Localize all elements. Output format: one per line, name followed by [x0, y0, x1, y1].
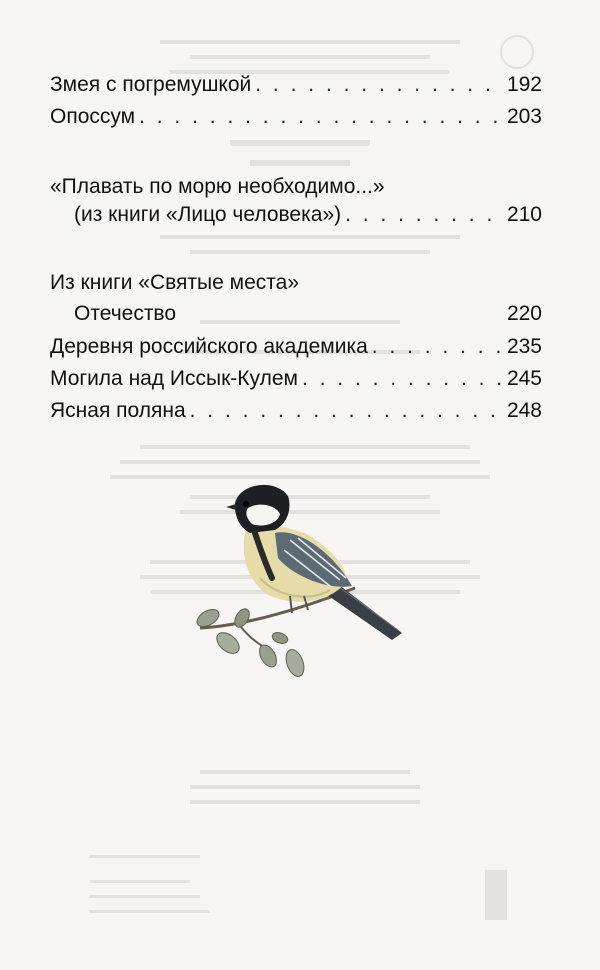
toc-entry-page: 203 — [506, 105, 542, 128]
toc-entry — [50, 104, 542, 130]
toc-leader-dots — [345, 202, 503, 228]
toc-entry — [50, 398, 542, 424]
toc-entry — [74, 301, 542, 327]
toc-entry-page: 245 — [506, 367, 542, 390]
toc-entry-title: Могила над Иссык-Кулем — [50, 367, 298, 390]
toc-leader-dots — [302, 366, 503, 392]
toc-leader-dots — [255, 72, 503, 98]
toc-leader-dots — [190, 398, 503, 424]
toc-entry-page: 235 — [506, 335, 542, 358]
toc-entry — [50, 366, 542, 392]
toc-entry-page: 220 — [506, 302, 542, 325]
toc-leader-dots — [139, 104, 503, 130]
bird-illustration — [180, 478, 420, 688]
toc-entry-page: 248 — [506, 399, 542, 422]
toc-section-title: Из книги «Святые места» — [50, 271, 300, 294]
toc-leader-dots — [372, 334, 503, 360]
toc-entry-title: Ясная поляна — [50, 399, 186, 422]
toc-entry-title: Отечество — [74, 302, 177, 325]
toc-entry — [74, 202, 542, 228]
titmouse-bird-icon — [180, 478, 420, 693]
toc-section-heading — [50, 270, 542, 296]
toc-entry-page: 192 — [506, 73, 542, 96]
toc-entry-title: Деревня российского академика — [50, 335, 368, 358]
toc-entry-title: «Плавать по морю необходимо...» — [50, 175, 385, 198]
toc-entry — [50, 334, 542, 360]
toc-entry-heading — [50, 174, 542, 200]
toc-entry-title: (из книги «Лицо человека») — [74, 203, 342, 226]
toc-entry-page: 210 — [506, 203, 542, 226]
toc-entry-title: Змея с погремушкой — [50, 73, 252, 96]
toc-entry-title: Опоссум — [50, 105, 136, 128]
toc-entry — [50, 72, 542, 98]
